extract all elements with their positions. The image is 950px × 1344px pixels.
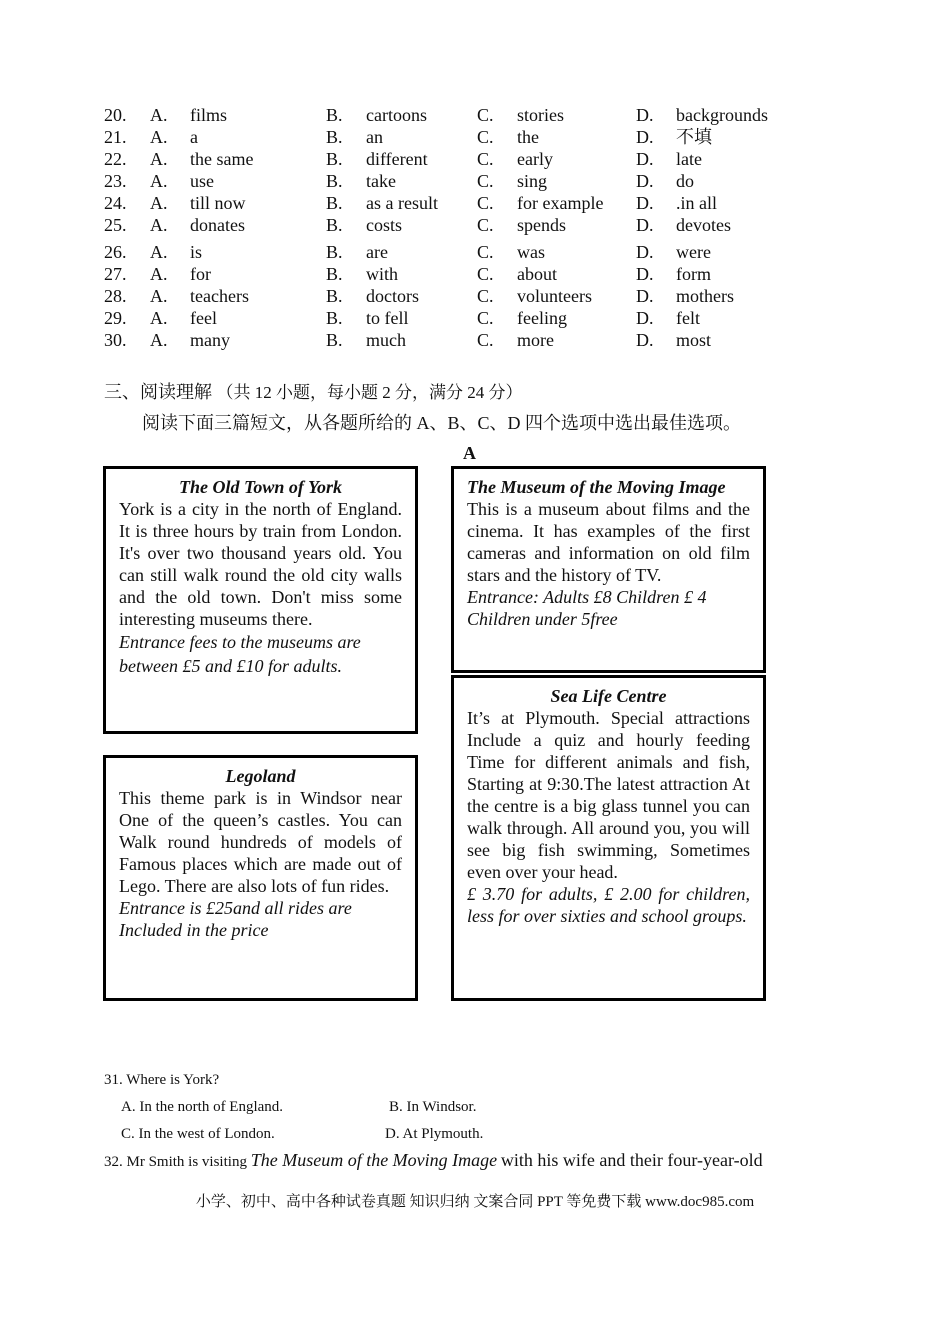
option-label-a: A.: [150, 149, 168, 169]
option-label-c: C.: [477, 171, 494, 191]
option-label-a: A.: [150, 105, 168, 125]
option-row: [104, 104, 796, 126]
option-a-text: till now: [190, 193, 246, 213]
option-d-text: were: [676, 242, 711, 262]
option-number: 24.: [104, 193, 127, 213]
box-york-body: York is a city in the north of England. It is three hours by train from London. It's over two thousand years old. You can still walk round the old city walls and the old town. Don't miss some interesting museums there.: [119, 499, 402, 629]
q31-option-a: A. In the north of England.: [121, 1099, 284, 1115]
option-label-d: D.: [636, 286, 654, 306]
box-museum: [451, 466, 766, 673]
option-c-text: for example: [517, 193, 604, 213]
option-a-text: is: [190, 242, 203, 262]
section-title: [104, 378, 523, 404]
option-number: 30.: [104, 330, 127, 350]
option-label-c: C.: [477, 242, 494, 262]
option-number: 27.: [104, 264, 127, 284]
option-label-b: B.: [326, 127, 343, 147]
option-label-b: B.: [326, 149, 343, 169]
option-d-text: backgrounds: [676, 105, 768, 125]
box-museum-price: Entrance: Adults £8 Children £ 4 Children under 5free: [467, 587, 707, 629]
option-row: [104, 214, 796, 236]
option-row: [104, 148, 796, 170]
q32-stem: [104, 1151, 763, 1171]
q31-option-b: B. In Windsor.: [389, 1099, 477, 1115]
option-label-d: D.: [636, 264, 654, 284]
option-label-d: D.: [636, 149, 654, 169]
q31-stem: 31. Where is York?: [104, 1072, 220, 1088]
option-label-c: C.: [477, 286, 494, 306]
option-number: 28.: [104, 286, 127, 306]
option-c-text: spends: [517, 215, 566, 235]
page-footer: 小学、初中、高中各种试卷真题 知识归纳 文案合同 PPT 等免费下载 www.doc985.com: [195, 1194, 755, 1210]
option-row: [104, 307, 796, 329]
option-label-b: B.: [326, 264, 343, 284]
option-label-a: A.: [150, 193, 168, 213]
option-c-text: early: [517, 149, 553, 169]
option-b-text: costs: [366, 215, 402, 235]
q32-title: The Museum of the Moving Image: [250, 1150, 498, 1170]
option-label-b: B.: [326, 286, 343, 306]
instruction-text: 阅读下面三篇短文，从各题所给的 A、B、C、D 四个选项中选出最佳选项。: [142, 413, 742, 433]
option-label-b: B.: [326, 330, 343, 350]
option-b-text: different: [366, 149, 428, 169]
option-d-text: 不填: [676, 127, 712, 147]
option-label-b: B.: [326, 105, 343, 125]
option-a-text: films: [190, 105, 228, 125]
option-label-a: A.: [150, 215, 168, 235]
option-d-text: form: [676, 264, 711, 284]
box-york-title: The Old Town of York: [178, 477, 343, 497]
option-label-c: C.: [477, 193, 494, 213]
option-label-a: A.: [150, 264, 168, 284]
option-a-text: a: [190, 127, 198, 147]
option-c-text: sing: [517, 171, 548, 191]
option-b-text: an: [366, 127, 383, 147]
box-sealife-body: It’s at Plymouth. Special attractions Include a quiz and hourly feeding Time for different animals and fish, Starting at 9:30.The latest attraction At the centre is a big glass tunnel you can walk through. All around you, you will see big fish swimming, Sometimes even over your head.: [467, 708, 750, 882]
box-legoland-body: This theme park is in Windsor near One of the queen’s castles. You can Walk round hundreds of models of Famous places which are made out of Lego. There are also lots of fun rides.: [119, 788, 402, 896]
option-label-d: D.: [636, 127, 654, 147]
option-a-text: donates: [190, 215, 245, 235]
option-label-c: C.: [477, 308, 494, 328]
option-row: [104, 170, 796, 192]
option-a-text: feel: [190, 308, 217, 328]
q32-rest: with his wife and their four-year-old: [500, 1150, 763, 1170]
option-label-c: C.: [477, 330, 494, 350]
box-york-price: Entrance fees to the museums are between £5 and £10 for adults.: [119, 632, 361, 676]
option-number: 26.: [104, 242, 127, 262]
box-york: [103, 466, 418, 734]
q32-prefix: 32. Mr Smith is visiting: [104, 1154, 247, 1170]
option-number: 23.: [104, 171, 127, 191]
option-label-b: B.: [326, 193, 343, 213]
option-label-b: B.: [326, 242, 343, 262]
option-d-text: felt: [676, 308, 700, 328]
option-b-text: as a result: [366, 193, 438, 213]
option-c-text: was: [517, 242, 545, 262]
option-c-text: stories: [517, 105, 564, 125]
option-label-c: C.: [477, 264, 494, 284]
option-b-text: are: [366, 242, 388, 262]
option-c-text: feeling: [517, 308, 567, 328]
option-c-text: more: [517, 330, 554, 350]
option-number: 21.: [104, 127, 127, 147]
box-museum-body: This is a museum about films and the cinema. It has examples of the first cameras and information on old film stars and the history of TV.: [467, 499, 750, 585]
option-number: 29.: [104, 308, 127, 328]
option-b-text: doctors: [366, 286, 419, 306]
q31-option-d: D. At Plymouth.: [385, 1126, 484, 1142]
option-b-text: to fell: [366, 308, 409, 328]
option-d-text: late: [676, 149, 702, 169]
cloze-options-table: [104, 104, 796, 351]
option-b-text: take: [366, 171, 396, 191]
option-label-d: D.: [636, 105, 654, 125]
option-label-d: D.: [636, 193, 654, 213]
option-row: [104, 236, 796, 263]
box-sealife-price: £ 3.70 for adults, £ 2.00 for children, less for over sixties and school groups.: [467, 884, 750, 926]
box-sealife-title: Sea Life Centre: [550, 686, 667, 706]
box-legoland-title: Legoland: [225, 766, 296, 786]
option-label-b: B.: [326, 215, 343, 235]
option-b-text: cartoons: [366, 105, 427, 125]
option-a-text: the same: [190, 149, 254, 169]
passage-letter: A: [463, 443, 476, 463]
option-b-text: much: [366, 330, 406, 350]
box-museum-title: The Museum of the Moving Image: [467, 477, 726, 497]
option-number: 20.: [104, 105, 127, 125]
option-b-text: with: [366, 264, 399, 284]
box-legoland: [103, 755, 418, 1001]
option-number: 22.: [104, 149, 127, 169]
option-label-d: D.: [636, 308, 654, 328]
option-number: 25.: [104, 215, 127, 235]
option-row: [104, 192, 796, 214]
option-label-a: A.: [150, 242, 168, 262]
option-label-d: D.: [636, 215, 654, 235]
option-d-text: mothers: [676, 286, 734, 306]
q31-option-c: C. In the west of London.: [121, 1126, 275, 1142]
option-label-d: D.: [636, 330, 654, 350]
option-label-c: C.: [477, 105, 494, 125]
option-row: [104, 285, 796, 307]
option-label-c: C.: [477, 215, 494, 235]
box-legoland-price: Entrance is £25and all rides are Included in the price: [119, 898, 352, 940]
option-d-text: do: [676, 171, 694, 191]
option-label-a: A.: [150, 308, 168, 328]
box-sealife: [451, 675, 766, 1001]
option-row: [104, 329, 796, 351]
option-label-b: B.: [326, 171, 343, 191]
option-label-d: D.: [636, 171, 654, 191]
option-label-a: A.: [150, 171, 168, 191]
option-a-text: use: [190, 171, 214, 191]
option-a-text: for: [190, 264, 211, 284]
section-title-text: 三、阅读理解: [104, 382, 212, 402]
option-label-a: A.: [150, 127, 168, 147]
option-row: [104, 263, 796, 285]
option-a-text: teachers: [190, 286, 249, 306]
option-label-d: D.: [636, 242, 654, 262]
option-d-text: .in all: [676, 193, 717, 213]
option-a-text: many: [190, 330, 230, 350]
option-label-b: B.: [326, 308, 343, 328]
section-note: （共 12 小题，每小题 2 分，满分 24 分）: [216, 383, 523, 402]
option-c-text: the: [517, 127, 539, 147]
option-row: [104, 126, 796, 148]
option-c-text: about: [517, 264, 557, 284]
option-label-c: C.: [477, 127, 494, 147]
option-label-c: C.: [477, 149, 494, 169]
option-label-a: A.: [150, 286, 168, 306]
option-d-text: devotes: [676, 215, 731, 235]
option-d-text: most: [676, 330, 712, 350]
option-c-text: volunteers: [517, 286, 592, 306]
option-label-a: A.: [150, 330, 168, 350]
